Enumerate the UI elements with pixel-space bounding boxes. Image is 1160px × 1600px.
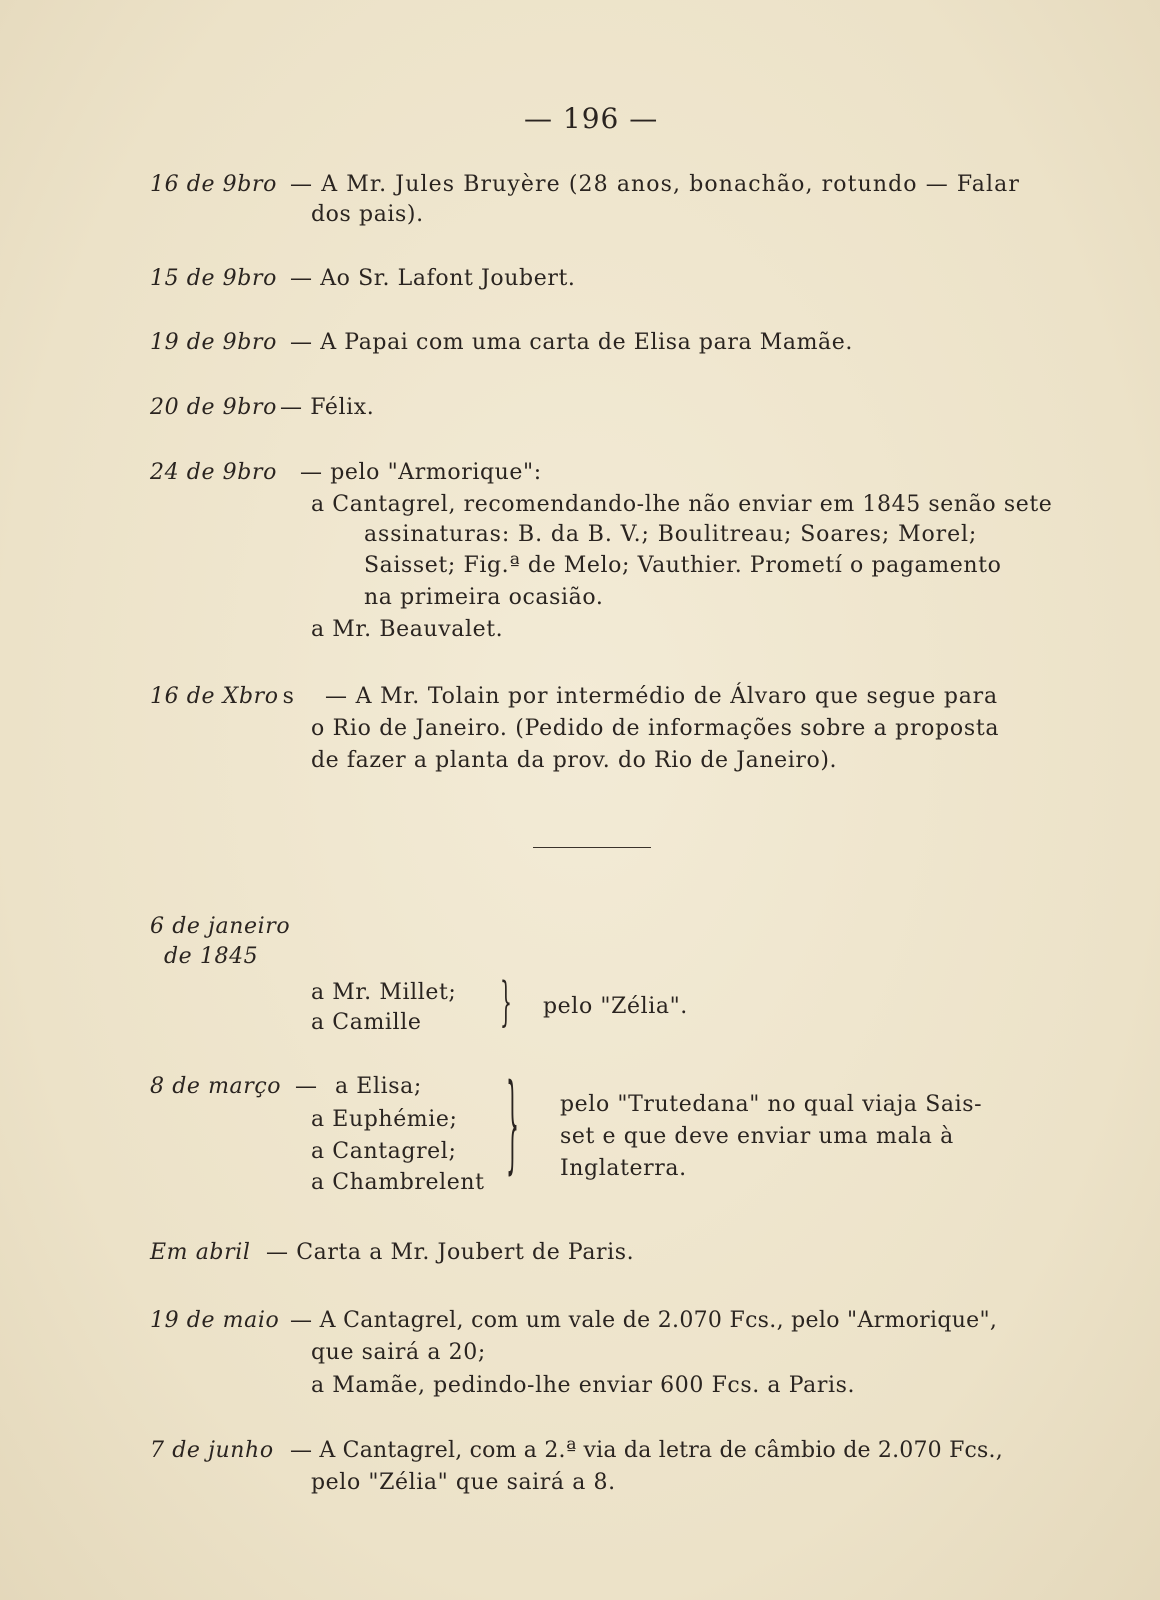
entry-date-suffix: s xyxy=(282,684,295,709)
entry-text: a Mr. Beauvalet. xyxy=(311,617,504,642)
entry-text: a Mamãe, pedindo-lhe enviar 600 Fcs. a Paris. xyxy=(311,1373,856,1398)
curly-brace-icon: } xyxy=(506,1062,519,1187)
entry-date: 20 de 9bro xyxy=(150,395,277,420)
entry-text: — A Mr. Tolain por intermédio de Álvaro que segue para xyxy=(325,684,998,709)
entry-text: de fazer a planta da prov. do Rio de Janeiro). xyxy=(311,748,838,773)
entry-date: 19 de 9bro xyxy=(150,330,277,355)
entry-date: 24 de 9bro xyxy=(150,460,277,485)
section3-recipient: a Cantagrel; xyxy=(311,1139,457,1164)
section3-dash: — xyxy=(295,1074,318,1099)
entry-text: — A Cantagrel, com um vale de 2.070 Fcs., pelo "Armorique", xyxy=(290,1308,998,1333)
section2-date-line2: de 1845 xyxy=(164,944,259,969)
section3-note: set e que deve enviar uma mala à xyxy=(560,1124,954,1149)
section3-note: Inglaterra. xyxy=(560,1156,687,1181)
section3-recipient: a Chambrelent xyxy=(311,1170,485,1195)
entry-text: pelo "Zélia" que sairá a 8. xyxy=(311,1470,616,1495)
entry-text: — pelo "Armorique": xyxy=(300,460,542,485)
section3-recipient: a Elisa; xyxy=(335,1074,422,1099)
entry-date: Em abril xyxy=(150,1240,251,1265)
section3-note: pelo "Trutedana" no qual viaja Sais- xyxy=(560,1092,983,1117)
entry-text: Saisset; Fig.ª de Melo; Vauthier. Prometí o pagamento xyxy=(364,553,1002,578)
entry-date: 19 de maio xyxy=(150,1308,280,1333)
entry-date: 7 de junho xyxy=(150,1438,274,1463)
section2-date-line1: 6 de janeiro xyxy=(150,914,291,939)
entry-text: — Ao Sr. Lafont Joubert. xyxy=(290,266,576,291)
section-divider xyxy=(533,847,651,848)
entry-text: — A Cantagrel, com a 2.ª via da letra de câmbio de 2.070 Fcs., xyxy=(290,1438,1003,1463)
entry-text: na primeira ocasião. xyxy=(364,585,604,610)
entry-text: a Cantagrel, recomendando-lhe não enviar em 1845 senão sete xyxy=(311,492,1053,517)
entry-date: 15 de 9bro xyxy=(150,266,277,291)
section2-recipient: a Camille xyxy=(311,1010,422,1035)
entry-date: 16 de 9bro xyxy=(150,172,277,197)
section3-date: 8 de março xyxy=(150,1074,282,1099)
curly-brace-icon: } xyxy=(500,971,512,1034)
entry-text: — A Mr. Jules Bruyère (28 anos, bonachão, rotundo — Falar xyxy=(290,172,1020,197)
entry-text: o Rio de Janeiro. (Pedido de informações sobre a proposta xyxy=(311,716,1000,741)
section2-via: pelo "Zélia". xyxy=(543,994,688,1019)
entry-text: — Félix. xyxy=(280,395,375,420)
page-number: — 196 — xyxy=(524,102,659,135)
entry-text: dos pais). xyxy=(311,202,424,227)
entry-date-wrap xyxy=(150,684,294,710)
entry-text: — Carta a Mr. Joubert de Paris. xyxy=(266,1240,635,1265)
entry-text: que sairá a 20; xyxy=(311,1340,486,1365)
entry-text: — A Papai com uma carta de Elisa para Mamãe. xyxy=(290,330,853,355)
entry-text: assinaturas: B. da B. V.; Boulitreau; Soares; Morel; xyxy=(364,522,978,547)
section2-recipient: a Mr. Millet; xyxy=(311,980,457,1005)
section3-recipient: a Euphémie; xyxy=(311,1107,458,1132)
entry-date: 16 de Xbro xyxy=(150,684,279,709)
